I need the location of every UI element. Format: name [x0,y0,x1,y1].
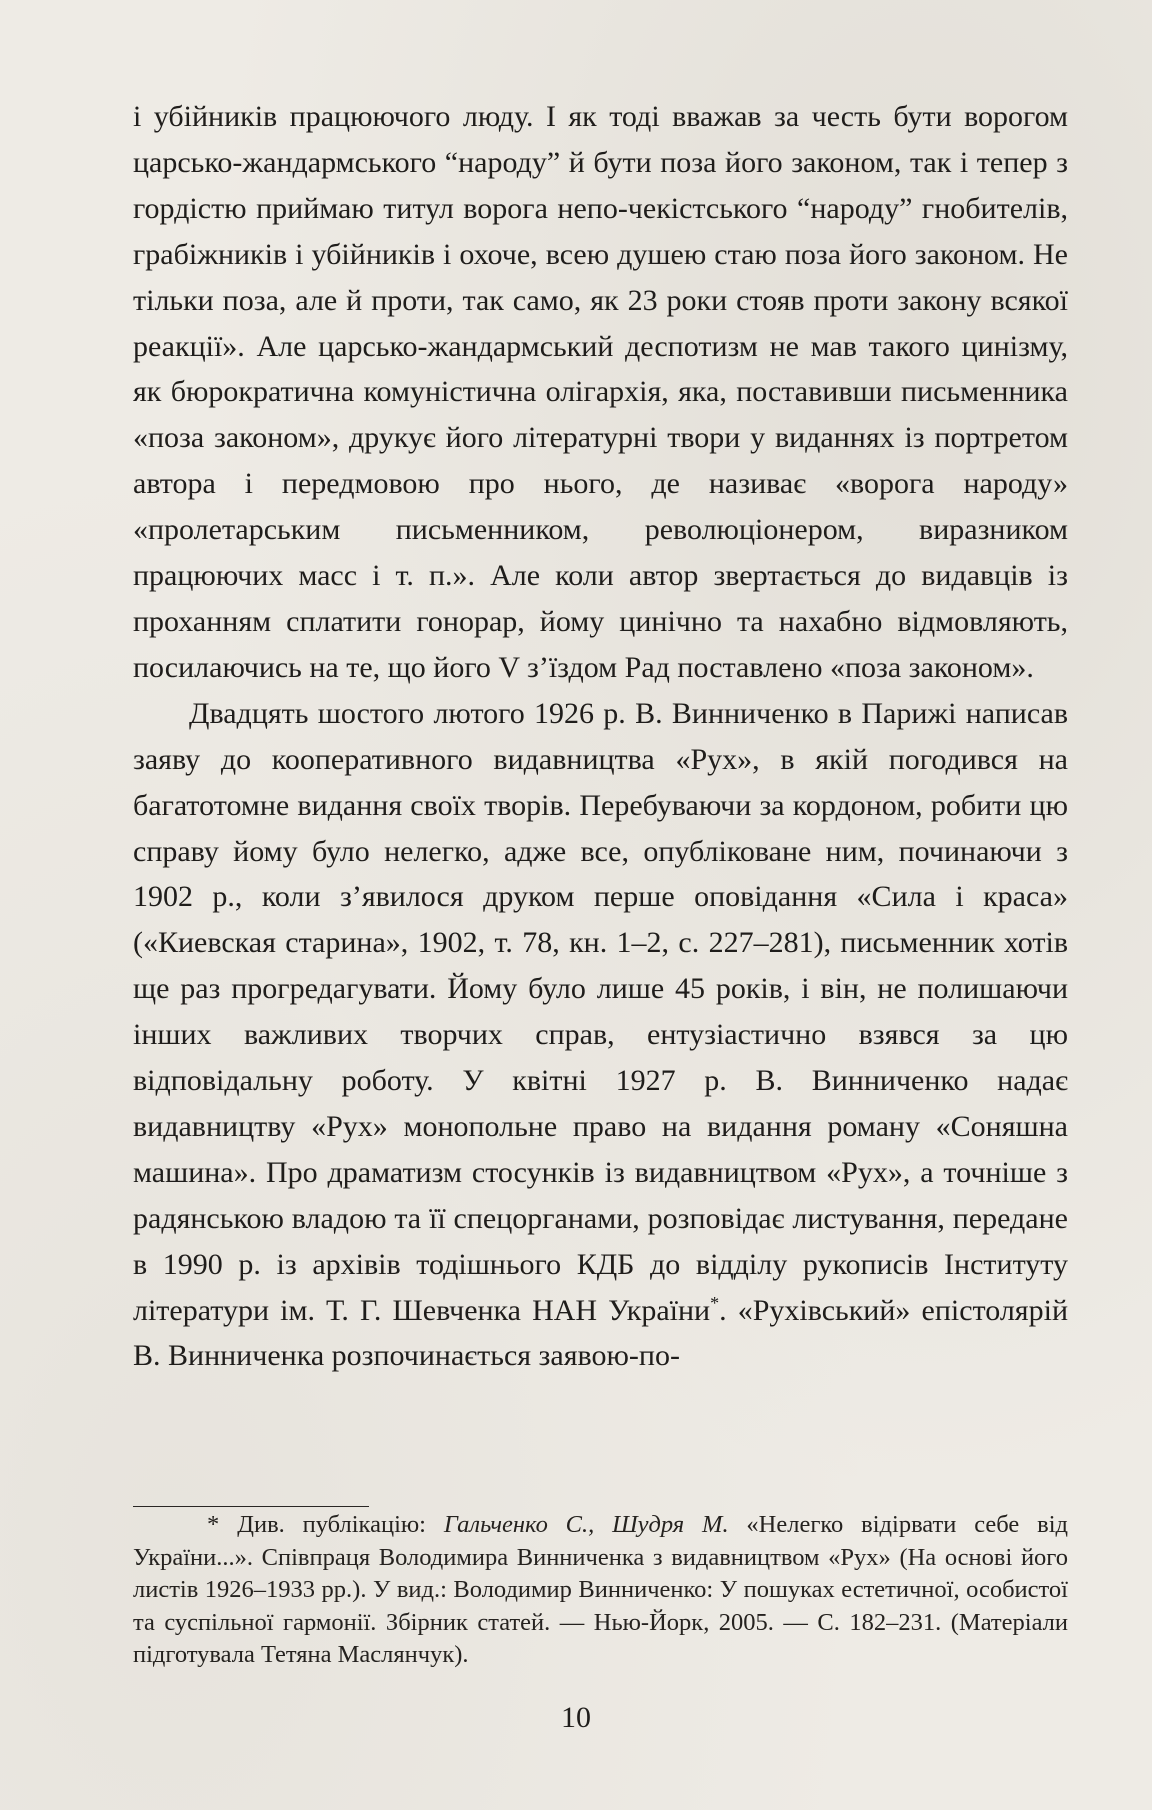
footnote-text: «Нелегко відірвати себе від України...». Співпраця Володимира Винниченка з видавництвом «Рух» (На основі його листів 1926–1933 рр.). У вид.: Володимир Винниченко: У пошуках естетичної, особистої та суспільної гармонії. Збірник статей. — Нью-Йорк, 2005. — С. 182–231. (Матеріали підготувала Тетяна Маслянчук). [133,1511,1068,1669]
paragraph-2 [133,691,1068,1380]
paragraph-2-separator: . [719,1293,738,1327]
footnote-reference[interactable]: * [710,1292,720,1313]
page-number: 10 [561,1701,591,1734]
paragraph-1: і убійників працюючого люду. І як тоді вважав за честь бути ворогом царсько-жандармського “народу” й бути поза його законом, так і тепер з гордістю приймаю титул ворога непо-чекістського “народу” гнобителів, грабіжників і убійників і охоче, всею душею стаю поза його законом. Не тільки поза, але й проти, так само, як 23 роки стояв проти закону всякої реакції». Але царсько-жандармський деспотизм не мав такого цинізму, як бюрократична комуністична олігархія, яка, поставивши письменника «поза законом», друкує його літературні твори у виданнях із портретом автора і передмовою про нього, де називає «ворога народу» «пролетарським письменником, революціонером, виразником працюючих масс і т. п.». Але коли автор звертається до видавців із проханням сплатити гонорар, йому цинічно та нахабно відмовляють, посилаючись на те, що його V з’їздом Рад поставлено «поза законом». [133,100,1068,684]
footnote-authors: Гальченко С., Шудря М. [443,1511,729,1538]
footnote-mark: * [207,1511,220,1538]
paragraph-2-tail: «Рухівський» епістолярій В. Винниченка розпочинається заявою-по- [133,1293,1068,1373]
main-text [133,94,1068,1379]
footnote-intro: Див. публікацію: [237,1511,444,1538]
paragraph-2-text: Двадцять шостого лютого 1926 р. В. Винниченко в Парижі написав заяву до кооперативного видавництва «Рух», в якій погодився на багатотомне видання своїх творів. Перебуваючи за кордоном, робити цю справу йому було нелегко, адже все, опубліковане ним, починаючи з 1902 р., коли з’явилося друком перше оповідання «Сила і краса» («Киевская старина», 1902, т. 78, кн. 1–2, с. 227–281), письменник хотів ще раз прогредагувати. Йому було лише 45 років, і він, не полишаючи інших важливих творчих справ, ентузіастично взявся за цю відповідальну роботу. У квітні 1927 р. В. Винниченко надає видавництву «Рух» монопольне право на видання роману «Соняшна машина». Про драматизм стосунків із видавництвом «Рух», а точніше з радянською владою та її спецорганами, розповідає листування, передане в 1990 р. із архівів тодішнього КДБ до відділу рукописів Інституту літератури ім. Т. Г. Шевченка НАН України [133,696,1068,1327]
footnote-separator [133,1506,369,1507]
footnote [133,1509,1068,1672]
